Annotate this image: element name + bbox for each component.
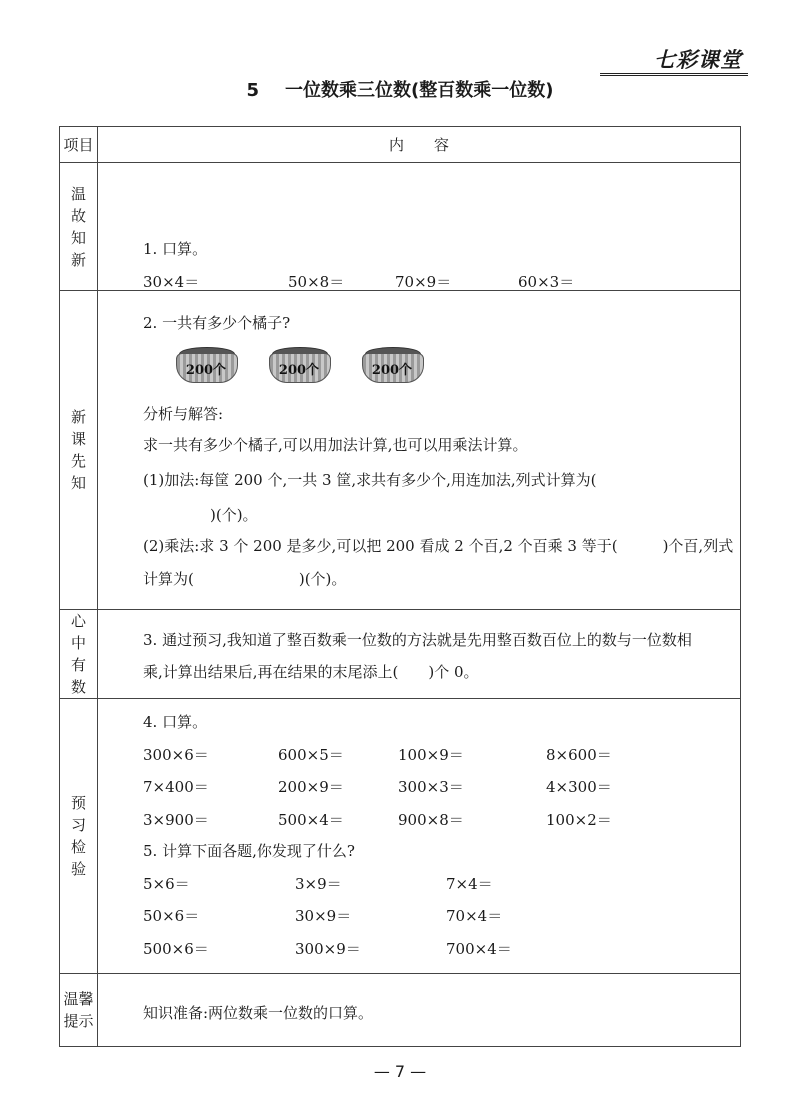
calc-item: 30×9＝ [295,907,352,925]
calc-item: 70×4＝ [446,907,503,925]
calc-item: 200×9＝ [278,778,344,796]
calc-item: 700×4＝ [446,940,512,958]
basket-label: 200个 [371,363,413,378]
section-label-xinzhong [60,610,98,699]
lesson-number: 5 [246,80,260,101]
page-number: — 7 — [373,1062,427,1081]
q2-title: 2. 一共有多少个橘子? [143,314,291,332]
analysis-line: 求一共有多少个橘子,可以用加法计算,也可以用乘法计算。 [143,436,528,454]
section-xinke [98,291,741,610]
calc-item: 7×400＝ [143,778,209,796]
section-label-wenxin [60,974,98,1047]
calc-item: 100×2＝ [546,811,612,829]
section-label-wengu [60,163,98,291]
section-label-yuxi [60,699,98,974]
q4-title: 4. 口算。 [143,713,208,731]
calc-item: 900×8＝ [398,811,464,829]
basket-label: 200个 [185,363,227,378]
q3-line2: 乘,计算出结果后,再在结果的末尾添上( )个 0。 [143,663,479,681]
multiplication-line: (2)乘法:求 3 个 200 是多少,可以把 200 看成 2 个百,2 个百乘 3 等于( )个百,列式 [143,537,734,555]
addition-answer-line: )(个)。 [210,506,258,524]
multiplication-answer-line: 计算为( )(个)。 [143,570,347,588]
wenxin-label: 温馨提示 [63,990,94,1030]
xinzhong-label: 心中有数 [70,612,86,696]
calc-item: 500×4＝ [278,811,344,829]
section-xinzhong [98,610,741,699]
tip-text: 知识准备:两位数乘一位数的口算。 [143,1004,374,1022]
calc-item: 7×4＝ [446,875,493,893]
basket-label: 200个 [278,363,320,378]
calc-item: 3×9＝ [295,875,342,893]
header-col-item: 项目 [60,127,98,163]
calc-item: 600×5＝ [278,746,344,764]
q1-title: 1. 口算。 [143,240,208,258]
addition-line: (1)加法:每筐 200 个,一共 3 筐,求共有多少个,用连加法,列式计算为( [143,471,597,489]
page-title [0,76,800,102]
header-col-content [98,127,741,163]
orange-basket [269,347,329,381]
calc-item: 300×9＝ [295,940,361,958]
wengu-item: 50×8＝ [288,273,345,291]
calc-item: 300×3＝ [398,778,464,796]
analysis-heading: 分析与解答: [143,405,224,423]
q3-line1: 3. 通过预习,我知道了整百数乘一位数的方法就是先用整百数百位上的数与一位数相 [143,631,692,649]
wengu-item: 70×9＝ [395,273,452,291]
section-wengu [98,163,741,291]
calc-item: 50×6＝ [143,907,200,925]
q5-title: 5. 计算下面各题,你发现了什么? [143,842,355,860]
calc-item: 500×6＝ [143,940,209,958]
orange-basket [362,347,422,381]
lesson-title: 一位数乘三位数(整百数乘一位数) [285,80,554,101]
orange-basket [176,347,236,381]
xinke-label: 新课先知 [70,408,86,492]
worksheet-table [59,126,741,1047]
wengu-label: 温故知新 [70,184,86,269]
wengu-item: 60×3＝ [518,273,575,291]
section-wenxin [98,974,741,1047]
calc-item: 5×6＝ [143,875,190,893]
section-label-xinke [60,291,98,610]
yuxi-label: 预习检验 [70,794,86,878]
calc-item: 8×600＝ [546,746,612,764]
section-yuxi [98,699,741,974]
calc-item: 100×9＝ [398,746,464,764]
wengu-item: 30×4＝ [143,273,200,291]
brand-logo: 七彩课堂 [654,48,742,72]
calc-item: 300×6＝ [143,746,209,764]
calc-item: 4×300＝ [546,778,612,796]
header-content-label: 内 容 [388,136,449,154]
calc-item: 3×900＝ [143,811,209,829]
